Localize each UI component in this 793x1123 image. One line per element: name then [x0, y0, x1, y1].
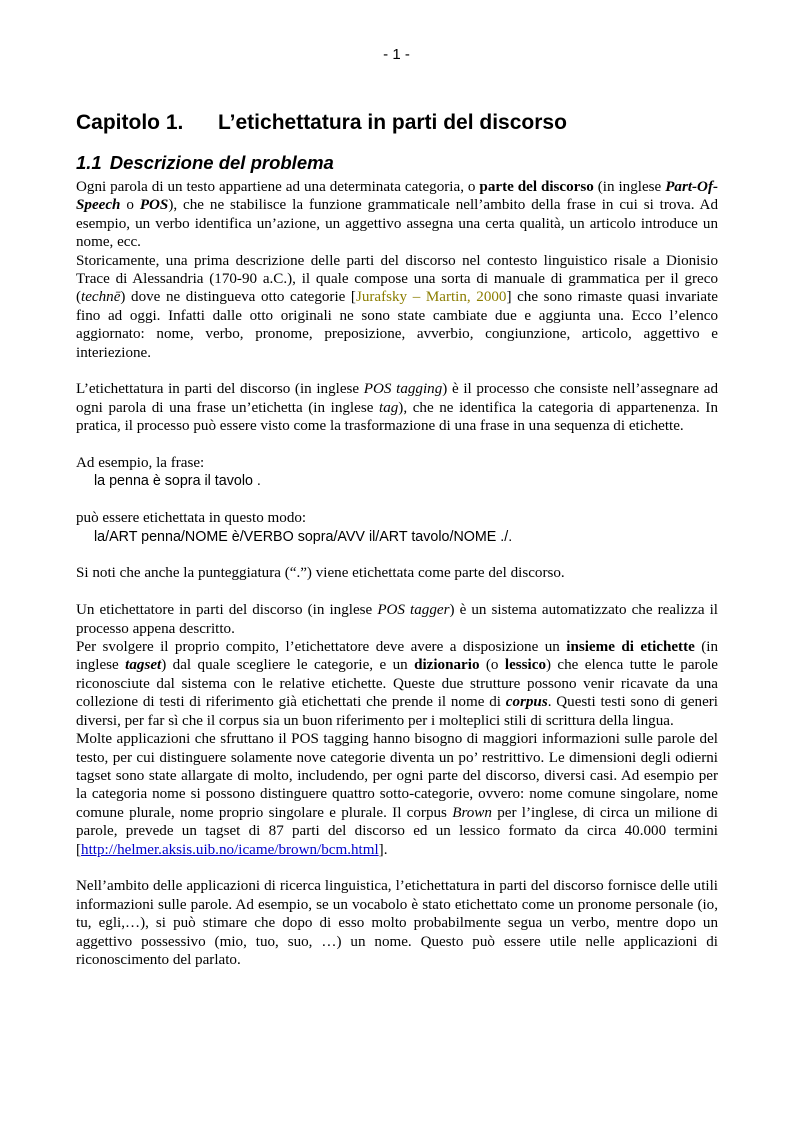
page-number: - 1 -: [383, 46, 410, 63]
chapter-number: Capitolo 1.: [76, 111, 184, 134]
paragraph-pos-tagger: Un etichettatore in parti del discorso (in inglese POS tagger) è un sistema automatizzato che realizza il processo appena descritto.: [76, 602, 718, 637]
chapter-heading: [76, 110, 718, 136]
paragraph-example-intro: Ad esempio, la frase:: [76, 455, 205, 472]
chapter-title: L’etichettatura in parti del discorso: [218, 111, 567, 134]
paragraph-history: Storicamente, una prima descrizione delle parti del discorso nel contesto linguistico risale a Dionisio Trace di Alessandria (170-90 a.C.), il quale compose una sorta di manuale di grammatica per il greco (technē) dove ne distingueva otto categorie [Jurafsky – Martin, 2000] che sono rimaste quasi invariate fino ad oggi. Infatti dalle otto originali ne sono state cambiate due e aggiunta una. Ecco l’elenco aggiornato: nome, verbo, pronome, preposizione, avverbio, congiunzione, articolo, aggettivo e interiezione.: [76, 252, 718, 361]
brown-corpus-url-link[interactable]: http://helmer.aksis.uib.no/icame/brown/bcm.html: [81, 841, 379, 858]
term-lessico: lessico: [504, 657, 546, 674]
section-heading: [76, 151, 718, 175]
term-corpus: corpus: [505, 694, 548, 711]
term-tagset: tagset: [125, 657, 162, 674]
term-pos-tagging: POS tagging: [363, 381, 443, 398]
paragraph-tagged-intro: può essere etichettata in questo modo:: [76, 510, 307, 527]
section-title: Descrizione del problema: [109, 152, 334, 173]
term-brown: Brown: [452, 804, 492, 821]
example-sentence: la penna è sopra il tavolo .: [94, 473, 261, 490]
paragraph-pos-tagging: L’etichettatura in parti del discorso (in inglese POS tagging) è il processo che consiste nell’assegnare ad ogni parola di una frase un’etichetta (in inglese tag), che ne identifica la categoria di appartenenza. In pratica, il processo può essere visto come la trasformazione di una frase in una sequenza di etichette.: [76, 381, 719, 435]
paragraph-tagset: Per svolgere il proprio compito, l’etichettatore deve avere a disposizione un insieme di etichette (in inglese tagset) dal quale scegliere le categorie, e un dizionario (o lessico) che elenca tutte le parole riconosciute dal sistema con le relative etichette. Queste due strutture possono venir ricavate da una collezione di testi di riferimento già etichettati che prende il nome di corpus. Questi testi sono di generi diversi, per far sì che il corpus sia un buon riferimento per i molteplici stili di scrittura della lingua.: [76, 639, 719, 729]
paragraph-applications: Molte applicazioni che sfruttano il POS tagging hanno bisogno di maggiori informazioni sulle parole del testo, per cui distinguere solamente nove categorie diventa un po’ restrittivo. Le dimensioni degli odierni tagset sono state allargate di molto, includendo, per ogni parte del discorso, diversi casi. Ad esempio per la categoria nome si possono distinguere quattro sotto-categorie, ovvero: nome comune singolare, nome comune plurale, nome proprio singolare e plurale. Il corpus Brown per l’inglese, di circa un milione di parole, prevede un tagset di 87 parti del discorso ed un lessico formato da circa 40.000 termini [http://helmer.aksis.uib.no/icame/brown/bcm.html].: [76, 731, 718, 858]
term-pos-tagger: POS tagger: [377, 602, 450, 619]
term-pos: POS: [139, 197, 169, 214]
page-content: [76, 110, 718, 969]
example-tagged-sentence: la/ART penna/NOME è/VERBO sopra/AVV il/ART tavolo/NOME ./.: [94, 528, 513, 545]
term-techne: technē: [81, 289, 121, 306]
term-tag: tag: [379, 399, 399, 416]
paragraph-pos-definition: Ogni parola di un testo appartiene ad una determinata categoria, o parte del discorso (in inglese Part-Of-Speech o POS), che ne stabilisce la funzione grammaticale nell’ambito della frase in cui si trova. Ad esempio, un verbo identifica un’azione, un aggettivo assegna una certa qualità, un articolo introduce un nome, ecc.: [76, 179, 719, 251]
paragraph-research: Nell’ambito delle applicazioni di ricerca linguistica, l’etichettatura in parti del discorso fornisce delle utili informazioni sulle parole. Ad esempio, se un vocabolo è stato etichettato come un pronome personale (io, tu, egli,…), si può stimare che dopo di esso molto probabilmente segua un verbo, mentre dopo un aggettivo possessivo (mio, tuo, suo, …) un nome. Questo può essere utile nelle applicazioni di riconoscimento del parlato.: [76, 878, 718, 968]
paragraph-punctuation: Si noti che anche la punteggiatura (“.”) viene etichettata come parte del discorso.: [76, 565, 565, 582]
citation-link[interactable]: Jurafsky – Martin, 2000: [355, 289, 507, 306]
term-part-of-speech: Part-Of-Speech: [76, 179, 719, 214]
section-number: 1.1: [76, 152, 102, 173]
term-parte-del-discorso: parte del discorso: [479, 179, 594, 195]
term-dizionario: dizionario: [414, 657, 480, 674]
term-insieme-di-etichette: insieme di etichette: [566, 639, 695, 656]
